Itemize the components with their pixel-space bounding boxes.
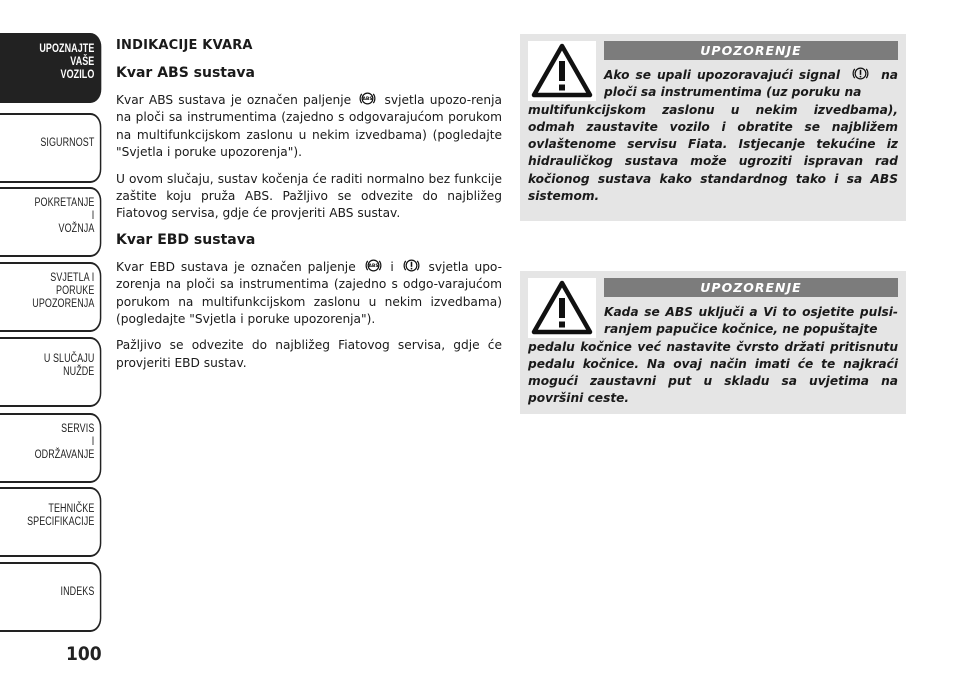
tab-label: POKRETANJE I VOŽNJA xyxy=(34,197,95,235)
warning-text xyxy=(528,304,898,408)
abs-warning-icon xyxy=(359,90,376,107)
tab-label: SVJETLA I PORUKE UPOZORENJA xyxy=(32,272,95,310)
tab-label: TEHNIČKE SPECIFIKACIJE xyxy=(27,503,95,528)
warning-text-c: pedalu kočnice već nastavite čvrsto držati pritisnutu pedalu kočnice. Na ovaj način imati će te najkraći mogući zaustavni put u skladu sa uvjetima na površini ceste. xyxy=(528,339,898,406)
ebd-text-a: Kvar EBD sustava je označen paljenje xyxy=(116,259,356,274)
svg-text:ABS: ABS xyxy=(362,97,373,103)
abs-warning-icon xyxy=(365,257,382,274)
warning-text-a: Ako se upali upozoravajući signal xyxy=(604,68,841,82)
tab-pokretanje-i-voznja[interactable] xyxy=(0,187,101,257)
warning-text xyxy=(528,65,898,205)
tab-sigurnost[interactable] xyxy=(0,113,101,183)
tab-label: INDEKS xyxy=(60,586,95,598)
ebd-text-b: svjetla upo-zorenja na ploči sa instrumentima (zajedno s odgo-varajućom porukom na multifunkcijskom zaslonu u nekim izvedbama) (pogledajte "Svjetla i poruke upozorenja"). xyxy=(116,259,503,327)
tab-label: UPOZNAJTE VAŠE VOZILO xyxy=(39,43,95,81)
warning-box-2 xyxy=(520,271,906,414)
page-number: 100 xyxy=(66,643,102,665)
abs-paragraph-2: U ovom slučaju, sustav kočenja će raditi normalno bez funkcije zaštite koju pruža ABS. Pažljivo se odvezite do najbližeg Fiatovog servisa, gdje će provjeriti ABS sustav. xyxy=(116,171,502,221)
tab-svjetla-i-poruke[interactable] xyxy=(0,262,101,332)
tab-label: U SLUČAJU NUŽDE xyxy=(43,353,95,378)
warning-text-b: na ploči sa instrumentima (uz poruku na xyxy=(604,68,898,100)
abs-heading: Kvar ABS sustava xyxy=(116,65,256,81)
tab-tehnicke-specifikacije[interactable] xyxy=(0,487,101,557)
section-heading: INDIKACIJE KVARA xyxy=(116,38,253,53)
tab-label: SIGURNOST xyxy=(40,137,95,149)
warning-text-c: multifunkcijskom zaslonu u nekim izvedbama), odmah zaustavite vozilo i obratite se najbližem ovlaštenome servisu Fiata. Istjecanje tekućine iz hidrauličkog sustava može ugroziti ispravan rad kočionog sustava kako standardnog tako i sa ABS sistemom. xyxy=(528,102,898,204)
ebd-paragraph-2: Pažljivo se odvezite do najbližeg Fiatovog servisa, gdje će provjeriti EBD sustav. xyxy=(116,338,502,370)
svg-text:ABS: ABS xyxy=(367,264,379,270)
warning-box-1 xyxy=(520,34,906,221)
ebd-heading: Kvar EBD sustava xyxy=(116,231,256,248)
abs-paragraph-1 xyxy=(116,90,502,162)
tab-u-slucaju-nuzde[interactable] xyxy=(0,337,101,407)
ebd-text-and: i xyxy=(390,259,394,274)
main-column xyxy=(116,38,502,381)
warning-text-first-line xyxy=(528,65,898,102)
brake-warning-icon xyxy=(852,65,869,82)
brake-warning-icon xyxy=(403,257,420,274)
tab-servis-i-odrzavanje[interactable] xyxy=(0,413,101,483)
warning-title: UPOZORENJE xyxy=(604,278,898,297)
ebd-paragraph-1 xyxy=(116,257,502,329)
warning-title: UPOZORENJE xyxy=(604,41,898,60)
abs-text-b: svjetla upozo-renja na ploči sa instrumentima (zajedno s odgovarajućom porukom na multifunkcijskom zaslonu u nekim izvedbama) (pogledajte "Svjetla i poruke upozorenja"). xyxy=(116,93,502,160)
abs-text-a: Kvar ABS sustava je označen paljenje xyxy=(116,93,352,107)
warning-text-a: Kada se ABS uključi a Vi to osjetite pulsi-ranjem papučice kočnice, ne popuštajte xyxy=(604,305,898,337)
tab-upoznajte-vase-vozilo[interactable] xyxy=(0,33,101,103)
tab-label: SERVIS I ODRŽAVANJE xyxy=(34,423,95,461)
tab-indeks[interactable] xyxy=(0,562,101,632)
